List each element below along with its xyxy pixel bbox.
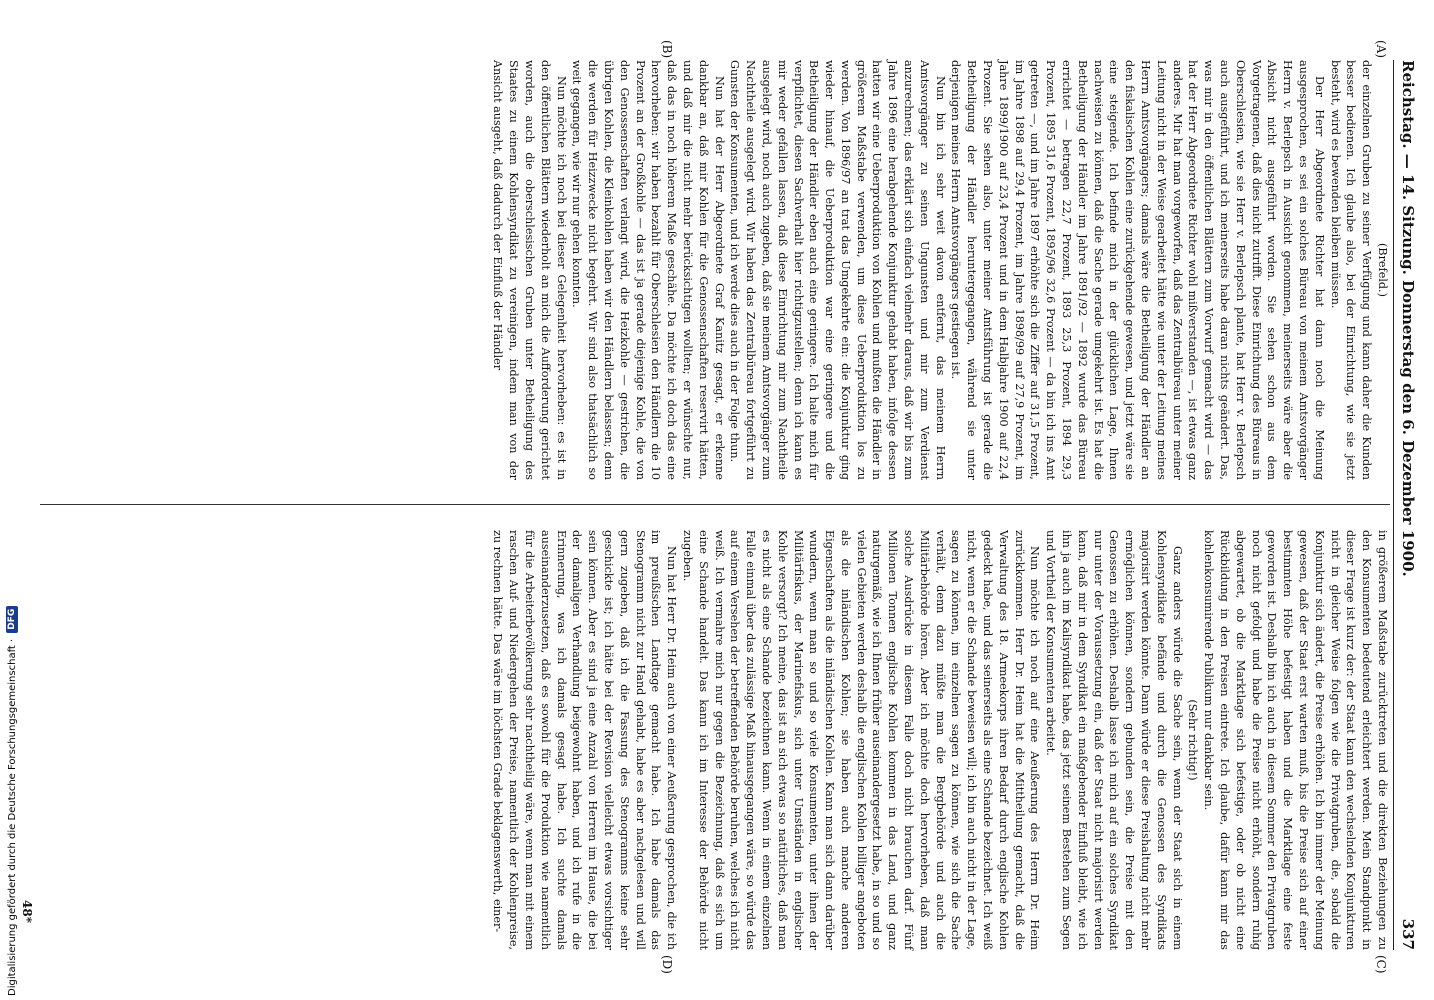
interjection: (Sehr richtig!): [1186, 699, 1200, 781]
paragraph: Nun bin ich sehr weit davon entfernt, das meinem Herrn Amtsvorgänger zu seinen Ungunsten und mir zum Verdienst anzurechnen; das erklärt sich einfach vielmehr daraus, daß wir bis zum Jahre 1896 eine herabgehende Konjunktur gehabt haben, infolge dessen hatten wir eine Ueberproduktion von Kohlen und mußten die Händler in größerem Maßstabe verwenden, um diese Ueberproduktion los zu werden. Von 1896/97 an trat das Umgekehrte ein: die Konjunktur ging wieder hinauf, die Ueberproduktion war eine geringere und die Betheiligung der Händler eben auch eine geringere. Ich halte mich für verpflichtet, diesen Sachverhalt hier richtigzustellen; denn ich kann es mir weder gefallen lassen, daß diese Einrichtung mir zum Nachtheile ausgelegt wird, noch auch zugeben, daß sie meinem Amtsvorgänger zum Nachtheile ausgelegt wird. Wir haben das Zentralbüreau fortgeführt zu Gunsten der Konsumenten, und ich werde dies auch in der Folge thun.: [728, 60, 947, 480]
page-number: 337: [1399, 918, 1417, 950]
paragraph: Ganz anders würde die Sache sein, wenn der Staat sich in einem Kohlensyndikate befände und durch die Genossen des Syndikats majorisirt werden könnte. Dann würde er diese Preishaltung nicht mehr ermöglichen können, sondern gebunden sein, die Preise mit den Genossen zu erhöhen. Deshalb lasse ich mich auf ein solches Syndikat nur unter der Voraussetzung ein, daß der Staat nicht majorisirt werden kann, daß mir in dem Syndikat ein maßgebender Einfluß bleibt, wie ich ihn ja auch im Kalisyndikat habe, das jetzt seinem Bestehen zum Segen und Vortheil der Konsumenten arbeitet.: [1044, 530, 1184, 950]
paragraph: Nun möchte ich noch auf eine Aeußerung des Herrn Dr. Heim zurückkommen. Herr Dr. Heim hat die Mittheilung gemacht, daß die Verwaltung des 18. Armeekorps ihren Bedarf durch englische Kohlen gedeckt habe, und das seinerseits als eine Schande bezeichnet. Ich weiß nicht, wenn er die Schande beweisen will; ich bin auch nicht in der Lage, sagen zu können, im einzelnen sagen zu können, wie sich die Sache verhält, denn dazu müßte man die Bergbehörde und auch die Militärbehörde hören. Aber ich möchte doch hervorheben, daß man solche Ausdrücke in diesem Falle doch nicht brauchen darf. Fünf Millionen Tonnen englische Kohlen kommen in das Land, und ganz naturgemäß, wie ich Ihnen früher auseinandergesetzt habe, in so und so vielen Gebieten werden deshalb die englischen Kohlen billiger angeboten als die inländischen Kohlen; sie haben auch manche anderen Eigenschaften als die inländischen Kohlen. Kann man sich dann darüber wundern, wenn man so und so viele Konsumenten, unter ihnen der Militärfiskus, der Marinefiskus, sich unter Umständen in englischer Kohle versorgt? Ich meine, das ist an sich etwas so natürliches, daß man es nicht als eine Schande bezeichnen kann. Wenn in einem einzelnen Falle einmal über das zulässige Maß hinausgegangen wäre, so würde das auf einem Versehen der betreffenden Behörde beruhen, welches ich nicht weiß. Ich vermahre mich nur gegen die Bezeichnung, daß es sich um eine Schande handelt. Das kann ich im Interesse der Behörde nicht zugeben.: [680, 530, 1042, 950]
margin-marker-c: (C): [1374, 955, 1388, 974]
digitization-credit: [2, 0, 22, 996]
paragraph: Nun hat Herr Dr. Heim auch von einer Aeußerung gesprochen, die ich im preußischen Landtage gemacht habe. Ich habe damals das Stenogramm nicht zur Hand gehabt, habe es aber nachgelesen und will gern zugeben, daß ich die Fassung des Stenogramms keine sehr geschickte ist; ich hätte bei der Revision vielleicht etwas vorsichtiger sein können. Aber es sind ja eine Anzahl von Herren im Hause, die bei der damaligen Verhandlung beigewohnt haben, und ich rufe in die Erinnerung, was ich damals gesagt habe. Ich suchte damals auseinanderzusetzen, daß es sowohl für die Produktion wie namentlich für die Arbeiterbevölkerung sehr nachtheilig wäre, wenn man mit einem raschen Auf- und Niedergehen der Preise, namentlich der Kohlenpreise, zu rechnen hätte. Das wäre im höchsten Grade beklagenswerth, einer-: [491, 530, 679, 950]
page-header: [1394, 60, 1422, 950]
paragraph: der einzelnen Gruben zu seiner Verfügung und kann daher die Kunden besser bedienen. Ich glaube also, bei der Einrichtung, wie sie jetzt besteht, wird es bewenden bleiben müssen.: [1328, 60, 1374, 480]
credit-text: Digitalisierung gefördert durch die Deutsche Forschungsgemeinschaft ·: [6, 638, 18, 996]
left-column: [490, 60, 1390, 480]
margin-marker-d: (D): [660, 955, 674, 974]
dfg-logo-icon: DFG: [6, 606, 18, 633]
paragraph: Nun hat der Herr Abgeordnete Graf Kanitz gesagt, er erkenne dankbar an, daß mir Kohlen für die Genossenschaften reservirt hätten, und daß mir die nicht mehr berücksichtigen wollten; er wünschte nur, daß das in noch höherem Maße geschähe. Da möchte ich doch das eine hervorheben: wir haben bezahlt für Oberschlesien den Händlern die 10 Prozent an der Großkohle — das ist ja gerade diejenige Kohle, die von den Genossenschaften verlangt wird, die Heizkohle — gestrichen, die übrigen Kohlen, die Kleinkohlen haben wir den Händlern belassen; denn die werden für Heizzwecke nicht begehrt. Wir sind also thatsächlich so weit gegangen, wie wir nur gehen konnten.: [570, 60, 726, 480]
speaker-label: (Brefeld.): [1376, 243, 1389, 297]
header-rule: [1393, 60, 1394, 950]
margin-marker-a: (A): [1374, 40, 1388, 59]
margin-marker-b: (B): [660, 40, 674, 59]
paragraph: Der Herr Abgeordnete Richter hat dann noch die Meinung ausgesprochen, es sei ein solches Büreau von meinem Amtsvorgänger Herrn v. Berlepsch in Aussicht genommen, meinerseits wäre aber die Absicht nicht ausgeführt worden. Sie sehen schon aus dem Vorgetragenen, daß dies nicht zutrifft. Diese Einrichtung des Büreaus in Oberschlesien, wie sie Herr v. Berlepsch plante, hat Herr v. Berlepsch auch ausgeführt, und ich meinerseits habe daran nichts geändert. Das, was mir in den öffentlichen Blättern zum Vorwurf gemacht wird — das hat der Herr Abgeordnete Richter wohl mißverstanden —, ist etwas ganz anderes. Mir hat man vorgeworfen, daß das Zentralbüreau unter meiner Leitung nicht in der Weise gearbeitet hätte wie unter der Leitung meines Herrn Amtsvorgängers; damals wäre die Betheiligung der Händler an den fiskalischen Kohlen eine zurückgehende gewesen, und jetzt wäre sie eine steigende. Ich befinde mich in der glücklichen Lage, Ihnen nachweisen zu können, daß die Sache gerade umgekehrt ist. Es hat die Betheiligung der Händler im Jahre 1891/92 — 1892 wurde das Büreau errichtet — betragen 22,7 Prozent, 1893 25,3 Prozent, 1894 29,3 Prozent, 1895 31,6 Prozent, 1895/96 32,6 Prozent — da bin ich ins Amt getreten —, und im Jahre 1897 erhöhte sich die Ziffer auf 31,5 Prozent, im Jahre 1898 auf 29,4 Prozent, im Jahre 1898/99 auf 27,9 Prozent, im Jahre 1899/1900 auf 23,4 Prozent und in dem Halbjahre 1900 auf 22,4 Prozent. Sie sehen also, unter meiner Amtsführung ist gerade die Betheiligung der Händler heruntergegangen, während sie unter derjenigen meines Herrn Amtsvorgängers gestiegen ist.: [949, 60, 1326, 480]
right-column: [490, 530, 1390, 950]
signature-mark: 48*: [20, 900, 34, 923]
header-title: Reichstag. — 14. Sitzung. Donnerstag den 6. Dezember 1900.: [1399, 60, 1417, 577]
paragraph: in größerem Maßstabe zurücktreten und die direkten Beziehungen zu den Konsumenten bedeutend erleichtert werden. Mein Standpunkt in dieser Frage ist kurz der: der Staat kann den wechselnden Konjunkturen nicht in gleicher Weise folgen wie die Privatgruben, die, sobald die Konjunktur sich ändert, die Preise erhöhen. Ich bin immer der Meinung gewesen, daß der Staat erst warten muß, bis die Preise sich auf einer bestimmten Höhe befestigt haben und die Marktlage eine feste geworden ist. Deshalb bin ich auch in diesem Sommer den Privatgruben noch nicht gefolgt und habe die Preise nicht erhöht, sondern ruhig abgewartet, ob die Marktlage sich befestige, oder ob nicht eine Rückbildung in den Preisen eintrete. Ich glaube, dafür kann mir das kohlenkonsumirende Publikum nur dankbar sein.: [1202, 530, 1389, 950]
paragraph: Nun möchte ich noch bei dieser Gelegenheit hervorheben: es ist in den öffentlichen Blättern wiederholt an mich die Aufforderung gerichtet worden, auch die oberschlesischen Gruben unter Betheiligung des Staates zu einem Kohlensyndikat zu vereinigen, indem man von der Ansicht ausgeht, daß dadurch der Einfluß der Händler: [491, 60, 568, 480]
column-divider: [40, 504, 1390, 505]
